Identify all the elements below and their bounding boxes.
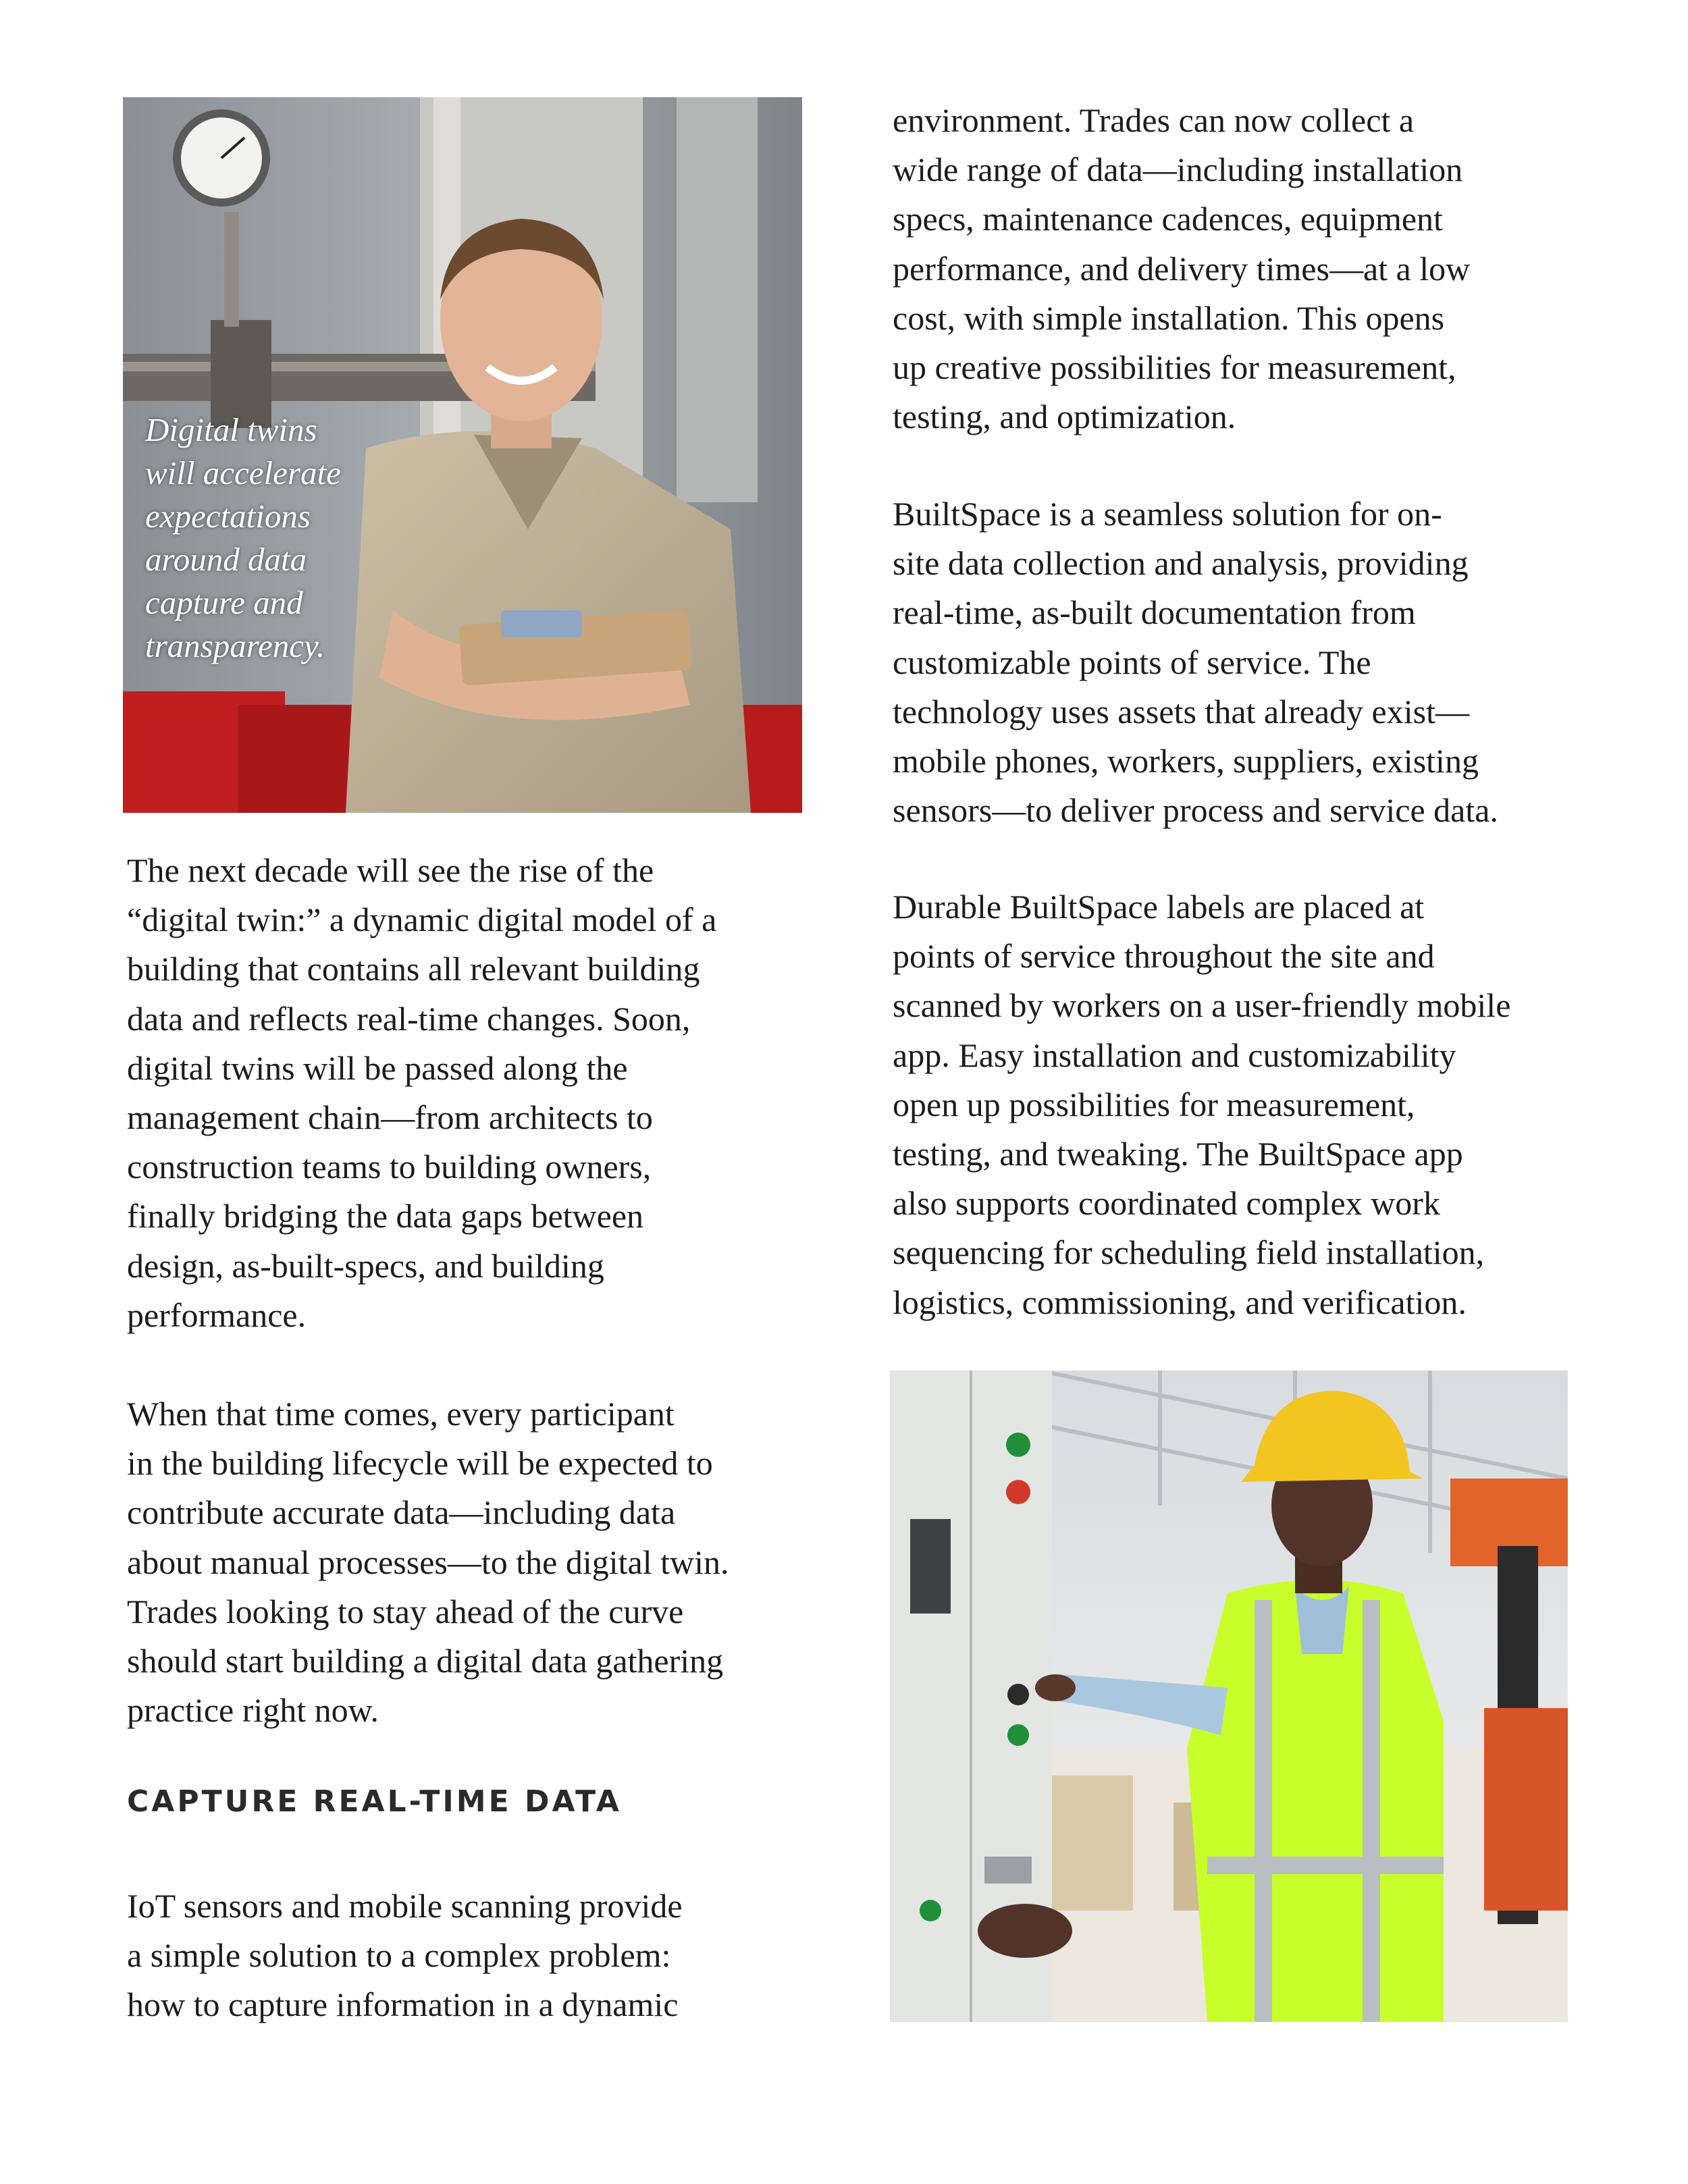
worker-at-control-panel-icon [890, 1370, 1568, 2022]
paragraph-labels: Durable BuiltSpace labels are placed at points of service throughout the site and scanned by workers on a user-friendly mobile app. Easy installation and customizability open up possibilities for measurement, testing, and tweaking. The BuiltSpace app also supports coordinated complex work sequencing for scheduling field installation, logistics, commissioning, and verification. [893, 888, 1511, 1321]
photo-caption: Digital twins will accelerate expectations around data capture and transparency. [145, 411, 341, 664]
paragraph-environment: environment. Trades can now collect a wide range of data—including installation specs, maintenance cadences, equipment performance, and delivery times—at a low cost, with simple installation. This opens up creative possibilities for measurement, testing, and optimization. [893, 101, 1471, 436]
worker-photo [890, 1370, 1568, 2022]
paragraph-digital-twin: The next decade will see the rise of the “digital twin:” a dynamic digital model of a building that contains all relevant building data and reflects real-time changes. Soon, digital twins will be passed along the management chain—from architects to construction teams to building owners, finally bridging the data gaps between design, as-built-specs, and building performance. [127, 851, 717, 1334]
paragraph-participants: When that time comes, every participant in the building lifecycle will be expected to contribute accurate data—including data about manual processes—to the digital twin. Trades looking to stay ahead of the curve should start building a digital data gathering practice right now. [127, 1395, 729, 1730]
paragraph-iot: IoT sensors and mobile scanning provide a simple solution to a complex problem: how to capture information in a dynamic [127, 1887, 683, 2024]
section-heading: CAPTURE REAL-TIME DATA [127, 1784, 622, 1819]
paragraph-builtspace: BuiltSpace is a seamless solution for on- site data collection and analysis, providing real-time, as-built documentation from customizable points of service. The technology uses assets that already exist— mobile phones, workers, suppliers, existing sensors—to deliver process and service data. [893, 495, 1498, 830]
